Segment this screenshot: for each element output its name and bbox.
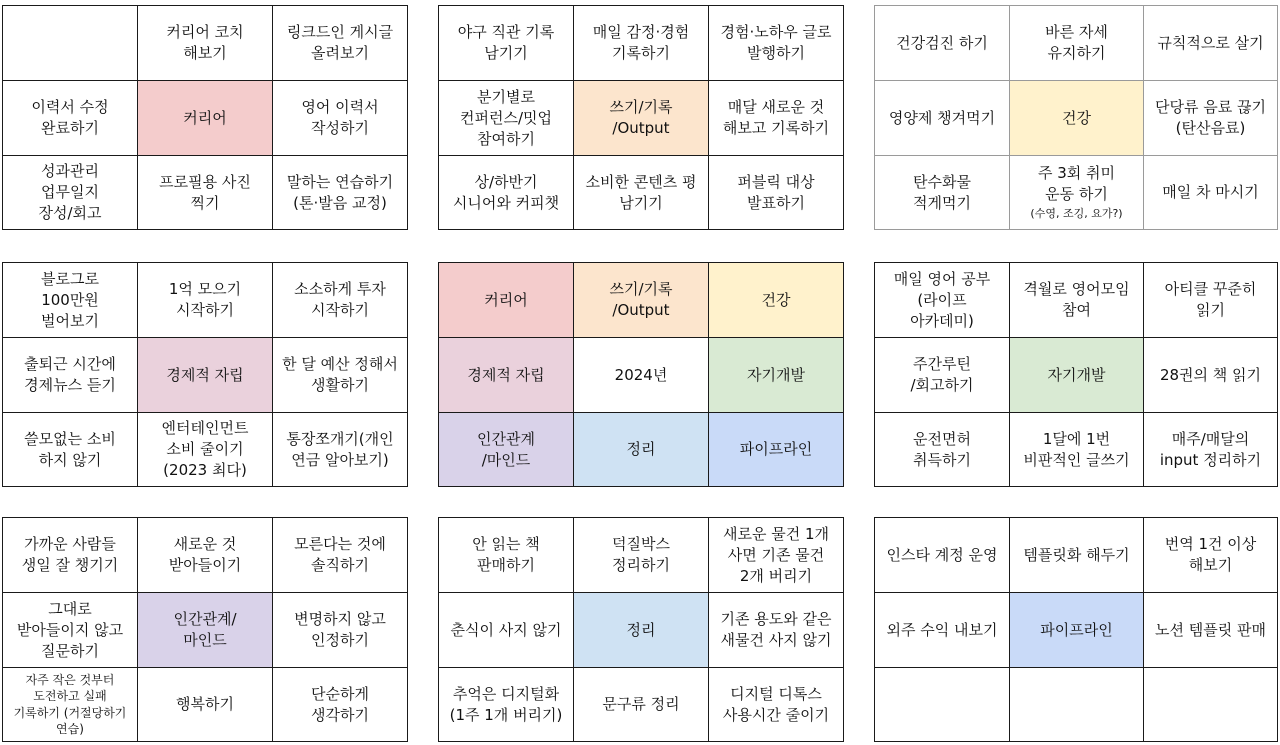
goal-cell: 블로그로 100만원 벌어보기 xyxy=(3,263,138,338)
goal-cell: 퍼블릭 대상 발표하기 xyxy=(737,172,815,212)
goal-cell: 문구류 정리 xyxy=(574,668,709,741)
goal-cell: 바른 자세 유지하기 xyxy=(1010,6,1144,81)
goal-cell: 영어 이력서 작성하기 xyxy=(273,81,407,156)
goal-center-cell: 커리어 xyxy=(138,81,273,156)
goal-cell: 자주 작은 것부터 도전하고 실패 기록하기 (거절당하기 연습) xyxy=(3,668,138,741)
goal-cell: 파이프라인 xyxy=(709,413,843,486)
goal-grid-health xyxy=(874,5,1278,230)
goal-cell: 새로운 것 받아들이기 xyxy=(138,518,273,593)
goal-cell: 1억 모으기 시작하기 xyxy=(138,263,273,338)
goal-cell: 이력서 수정 완료하기 xyxy=(3,81,138,156)
goal-cell: 그대로 받아들이지 않고 질문하기 xyxy=(3,593,138,668)
goal-cell: 템플릿화 해두기 xyxy=(1010,518,1144,593)
goal-cell: 출퇴근 시간에 경제뉴스 듣기 xyxy=(3,338,138,413)
goal-cell: 덕질박스 정리하기 xyxy=(574,518,709,593)
goal-cell: 단당류 음료 끊기 (탄산음료) xyxy=(1144,81,1277,156)
goal-center-cell: 2024년 xyxy=(574,338,709,413)
goal-cell xyxy=(1144,668,1277,741)
goal-cell: 번역 1건 이상 해보기 xyxy=(1144,518,1277,593)
goal-cell: 정리 xyxy=(574,413,709,486)
goal-cell: 탄수화물 적게먹기 xyxy=(875,156,1010,229)
goal-cell: 28권의 책 읽기 xyxy=(1144,338,1277,413)
goal-cell: 추억은 디지털화 (1주 1개 버리기) xyxy=(439,668,574,741)
goal-cell-text: 주 3회 취미 운동 하기 xyxy=(1037,164,1116,204)
goal-grid-selfdev xyxy=(874,262,1278,487)
goal-cell: 디지털 디톡스 사용시간 줄이기 xyxy=(722,684,830,724)
goal-cell: 변명하지 않고 인정하기 xyxy=(273,593,407,668)
goal-cell xyxy=(875,668,1010,741)
goal-cell: 쓸모없는 소비 하지 않기 xyxy=(3,413,138,486)
goal-cell: 성과관리 업무일지 장성/회고 xyxy=(3,156,138,229)
goal-cell: 매주/매달의 input 정리하기 xyxy=(1159,429,1262,469)
goal-cell: 분기별로 컨퍼런스/밋업 참여하기 xyxy=(439,81,574,156)
goal-cell: 매일 영어 공부 (라이프 아카데미) xyxy=(875,263,1010,338)
goal-cell: 경제적 자립 xyxy=(439,338,574,413)
goal-center-cell: 건강 xyxy=(1010,81,1144,156)
goal-center-cell: 인간관계/ 마인드 xyxy=(138,593,273,668)
goal-grid-writing xyxy=(438,5,844,230)
goal-cell: 소비한 콘텐츠 평 남기기 xyxy=(574,156,709,229)
goal-cell: 매달 새로운 것 해보고 기록하기 xyxy=(709,81,843,156)
goal-cell: 인간관계 /마인드 xyxy=(439,413,574,486)
goal-cell: 말하는 연습하기 (톤·발음 교정) xyxy=(286,172,394,212)
goal-cell: 소소하게 투자 시작하기 xyxy=(273,263,407,338)
goal-cell: 야구 직관 기록 남기기 xyxy=(439,6,574,81)
goal-center-cell: 정리 xyxy=(574,593,709,668)
goal-cell: 가까운 사람들 생일 잘 챙기기 xyxy=(3,518,138,593)
goal-cell: 격월로 영어모임 참여 xyxy=(1010,263,1144,338)
goal-cell: 상/하반기 시니어와 커피챗 xyxy=(439,156,574,229)
goal-cell: 새로운 물건 1개 사면 기존 물건 2개 버리기 xyxy=(709,518,843,593)
goal-cell: 매일 차 마시기 xyxy=(1162,183,1259,201)
goal-cell: 행복하기 xyxy=(138,668,273,741)
goal-cell: 통장쪼개기(개인 연금 알아보기) xyxy=(286,429,394,469)
goal-cell: 건강검진 하기 xyxy=(875,6,1010,81)
goal-cell: 프로필용 사진 찍기 xyxy=(138,156,273,229)
goal-cell xyxy=(3,6,138,81)
goal-cell: 기존 용도와 같은 새물건 사지 않기 xyxy=(709,593,843,668)
goal-cell: 운전면허 취득하기 xyxy=(875,413,1010,486)
goal-cell: 엔터테인먼트 소비 줄이기 (2023 최다) xyxy=(138,413,273,486)
goal-grid-pipeline xyxy=(874,517,1278,742)
goal-grid-economic xyxy=(2,262,408,487)
goal-cell: 자기개발 xyxy=(709,338,843,413)
goal-cell: 주간루틴 /회고하기 xyxy=(875,338,1010,413)
goal-center-cell: 자기개발 xyxy=(1010,338,1144,413)
goal-cell: 경험·노하우 글로 발행하기 xyxy=(709,6,843,81)
goal-cell: 한 달 예산 정해서 생활하기 xyxy=(273,338,407,413)
goal-grid-organize xyxy=(438,517,844,742)
goal-cell: 1달에 1번 비판적인 글쓰기 xyxy=(1010,413,1144,486)
goal-grid-center xyxy=(438,262,844,487)
goal-cell: 영양제 챙겨먹기 xyxy=(875,81,1010,156)
goal-grid-relationship xyxy=(2,517,408,742)
goal-cell: 외주 수익 내보기 xyxy=(875,593,1010,668)
goal-cell: 춘식이 사지 않기 xyxy=(439,593,574,668)
goal-cell: 규칙적으로 살기 xyxy=(1144,6,1277,81)
goal-cell-subtext: (수영, 조깅, 요가?) xyxy=(1030,207,1123,221)
goal-cell: 단순하게 생각하기 xyxy=(311,684,369,724)
goal-center-cell: 경제적 자립 xyxy=(138,338,273,413)
goal-cell: 아티클 꾸준히 읽기 xyxy=(1144,263,1277,338)
goal-cell xyxy=(1010,156,1144,229)
goal-cell: 매일 감정·경험 기록하기 xyxy=(574,6,709,81)
goal-cell xyxy=(1010,668,1144,741)
goal-cell: 건강 xyxy=(709,263,843,338)
goal-grid-career xyxy=(2,5,408,230)
goal-cell: 인스타 계정 운영 xyxy=(875,518,1010,593)
goal-cell: 커리어 코치 해보기 xyxy=(138,6,273,81)
goal-center-cell: 쓰기/기록 /Output xyxy=(574,81,709,156)
goal-center-cell: 파이프라인 xyxy=(1010,593,1144,668)
goal-cell: 커리어 xyxy=(439,263,574,338)
goal-cell: 안 읽는 책 판매하기 xyxy=(439,518,574,593)
goal-cell: 노션 템플릿 판매 xyxy=(1144,593,1277,668)
goal-cell: 링크드인 게시글 올려보기 xyxy=(273,6,407,81)
goal-cell: 모른다는 것에 솔직하기 xyxy=(273,518,407,593)
goal-cell: 쓰기/기록 /Output xyxy=(574,263,709,338)
